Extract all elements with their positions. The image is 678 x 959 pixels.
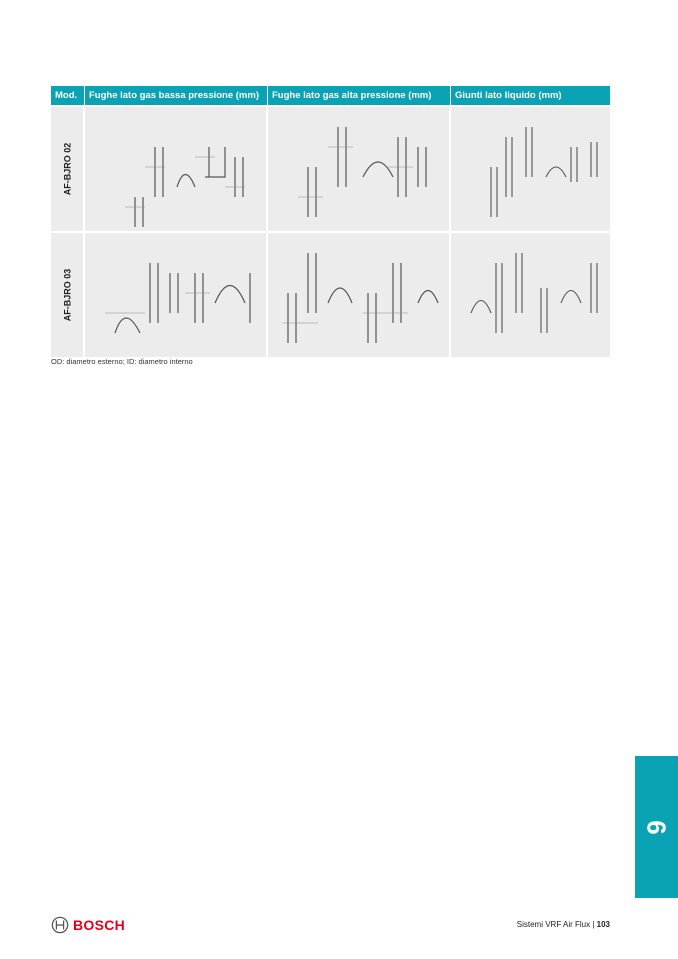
header-model: Mod. <box>51 86 85 105</box>
header-liquid-joints: Giunti lato liquido (mm) <box>455 90 562 101</box>
table-row <box>51 231 610 357</box>
page-footer <box>517 920 610 929</box>
liquid-diagram <box>451 233 610 357</box>
joint-specs-table <box>51 86 610 357</box>
model-label: AF-BJRO 02 <box>62 142 73 196</box>
pipe-diagram-liquid-03 <box>451 233 610 357</box>
high-pressure-diagram <box>268 107 451 231</box>
high-pressure-diagram <box>268 233 451 357</box>
footnote: OD: diametro esterno; ID: diametro interno <box>51 357 193 366</box>
model-label: AF-BJRO 03 <box>62 268 73 322</box>
pipe-diagram-low-03 <box>85 233 268 357</box>
pipe-diagram-liquid-02 <box>451 107 610 231</box>
liquid-diagram <box>451 107 610 231</box>
footer-separator: | <box>592 920 595 929</box>
table-header <box>51 86 610 105</box>
brand-name: BOSCH <box>73 917 126 933</box>
section-tab <box>635 756 678 898</box>
page-number: 103 <box>596 920 610 929</box>
bosch-armature-icon <box>51 916 69 934</box>
header-low-pressure-gas: Fughe lato gas bassa pressione (mm) <box>85 86 268 105</box>
pipe-diagram-high-03 <box>268 233 451 357</box>
model-cell <box>51 107 85 231</box>
header-high-pressure-gas: Fughe lato gas alta pressione (mm) <box>268 86 451 105</box>
section-number: 6 <box>642 819 672 835</box>
model-cell <box>51 233 85 357</box>
brand-logo <box>51 916 125 934</box>
pipe-diagram-high-02 <box>268 107 451 231</box>
footer-title: Sistemi VRF Air Flux <box>516 920 591 929</box>
pipe-diagram-low-02 <box>85 107 268 231</box>
table-row <box>51 105 610 231</box>
low-pressure-diagram <box>85 107 268 231</box>
low-pressure-diagram <box>85 233 268 357</box>
